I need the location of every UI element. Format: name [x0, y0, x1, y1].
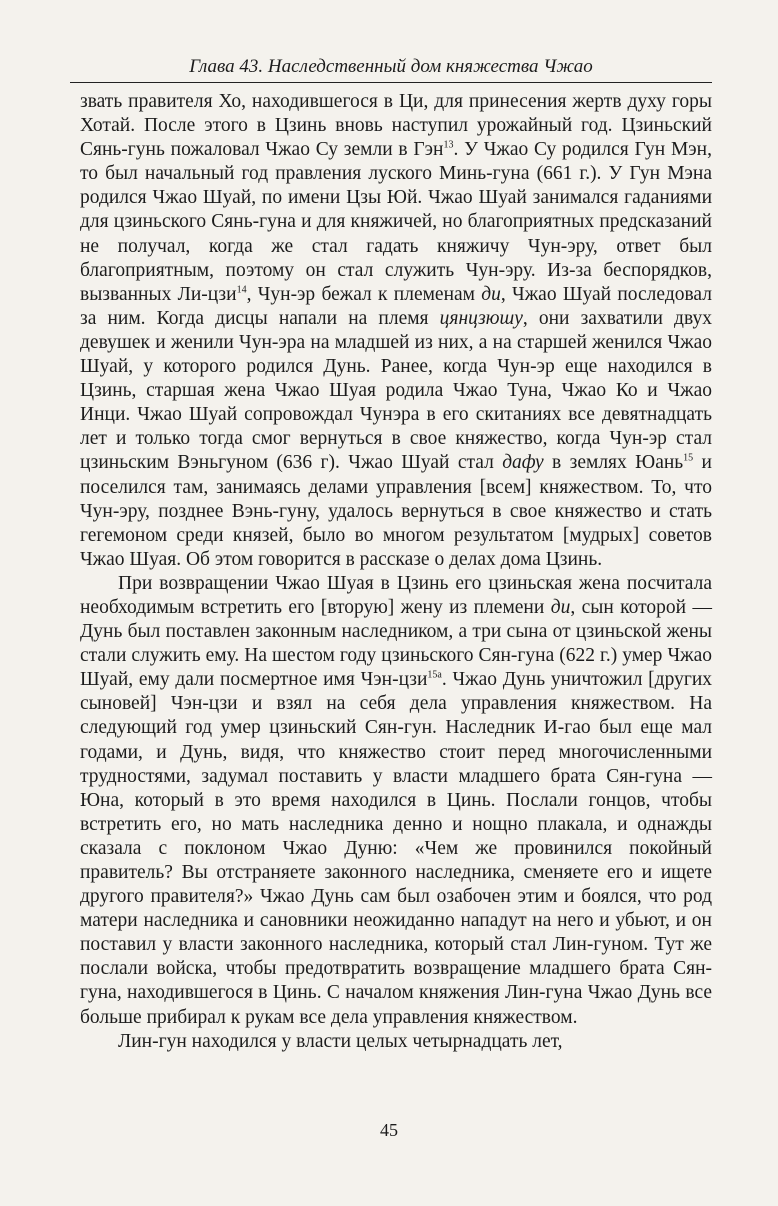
text-run: . У Чжао Су родился Гун Мэн, то был начальный год правления луского Минь-гуна (661 г.). У Гун Мэна родился Чжао Шуай, по имени Цзы Юй. Чжао Шуай занимался гаданиями для цзиньского Сянь-гуна и для княжичей, но благоприятных предсказаний не получал, когда же стал гадать княжичу Чун-эру, ответ был благоприятным, поэтому он стал служить Чун-эру. Из-за беспорядков, вызванных Ли-цзи	[80, 139, 712, 305]
footnote-marker[interactable]: 15	[683, 452, 694, 464]
text-run: , они захватили двух девушек и женили Чун-эра на младшей из них, а на старшей женился Чжао Шуай, у которого родился Дунь. Ранее, когда Чун-эр еще находился в Цзинь, старшая жена Чжао Шуая родила Чжао Туна, Чжао Ко и Чжао Инци. Чжао Шуай сопровождал Чунэра в его скитаниях все девятнадцать лет и только тогда смог вернуться в свое княжество, когда Чун-эр стал цзиньским Вэньгуном (636 г). Чжао Шуай стал	[80, 307, 712, 474]
italic-term: ди	[481, 283, 501, 305]
text-run: , Чун-эр бежал к племенам	[246, 283, 482, 305]
footnote-marker[interactable]: 15а	[427, 669, 442, 681]
italic-term: цянцзюшу	[439, 307, 523, 329]
footnote-marker[interactable]: 14	[236, 284, 247, 296]
text-run: и поселился там, занимаясь делами управления [всем] княжеством. То, что Чун-эру, позднее Вэнь-гуну, удалось вернуться в свое княжество и стать гегемоном среди князей, было во многом результатом [мудрых] советов Чжао Шуая. Об этом говорится в рассказе о делах дома Цзинь.	[80, 452, 712, 570]
paragraph	[80, 1030, 712, 1054]
text-run: , Чжао Шуай последовал за ним. Когда дисцы напали на племя	[80, 283, 712, 329]
running-header: Глава 43. Наследственный дом княжества Чжао	[189, 56, 593, 77]
footnote-marker[interactable]: 13	[443, 139, 454, 151]
header-rule	[70, 82, 712, 83]
text-run: , сын которой — Дунь был поставлен законным наследником, а три сына от цзиньской жены стали служить ему. На шестом году цзиньского Сян-гуна (622 г.) умер Чжао Шуай, ему дали посмертное имя Чэн-цзи	[80, 596, 712, 691]
text-run: . Чжао Дунь уничтожил [других сыновей] Чэн-цзи и взял на себя дела управления княжеством. На следующий год умер цзиньский Сян-гун. Наследник И-гао был еще мал годами, и Дунь, видя, что княжество стоит перед многочисленными трудностями, задумал поставить у власти младшего брата Сян-гуна — Юна, который в это время находился в Цинь. Послали гонцов, чтобы встретить его, но мать наследника денно и нощно плакала, и однажды сказала с поклоном Чжао Дуню: «Чем же провинился покойный правитель? Вы отстраняете законного наследника, сменяете его и ищете другого правителя?» Чжао Дунь сам был озабочен этим и боялся, что род матери наследника и сановники неожиданно нападут на него и убьют, и он поставил у власти законного наследника, который стал Лин-гуном. Тут же послали войска, чтобы предотвратить возвращение младшего брата Сян-гуна, находившегося в Цинь. С началом княжения Лин-гуна Чжао Дунь все больше прибирал к рукам все дела управления княжеством.	[80, 669, 713, 1028]
text-run: в землях Юань	[543, 452, 684, 474]
text-run: При возвращении Чжао Шуая в Цзинь его цзиньская жена посчитала необходимым встретить его [вторую] жену из племени	[80, 572, 712, 618]
text-run: звать правителя Хо, находившегося в Ци, для принесения жертв духу горы Хотай. После этого в Цзинь вновь наступил урожайный год. Цзиньский Сянь-гунь пожаловал Чжао Су земли в Гэн	[80, 91, 712, 161]
italic-term: дафу	[502, 452, 544, 474]
paragraph	[80, 572, 712, 1030]
italic-term: ди	[550, 596, 571, 618]
paragraph	[80, 90, 712, 572]
page-number: 45	[380, 1120, 398, 1140]
body-text	[80, 90, 712, 1054]
text-run: Лин-гун находился у власти целых четырнадцать лет,	[118, 1030, 563, 1052]
